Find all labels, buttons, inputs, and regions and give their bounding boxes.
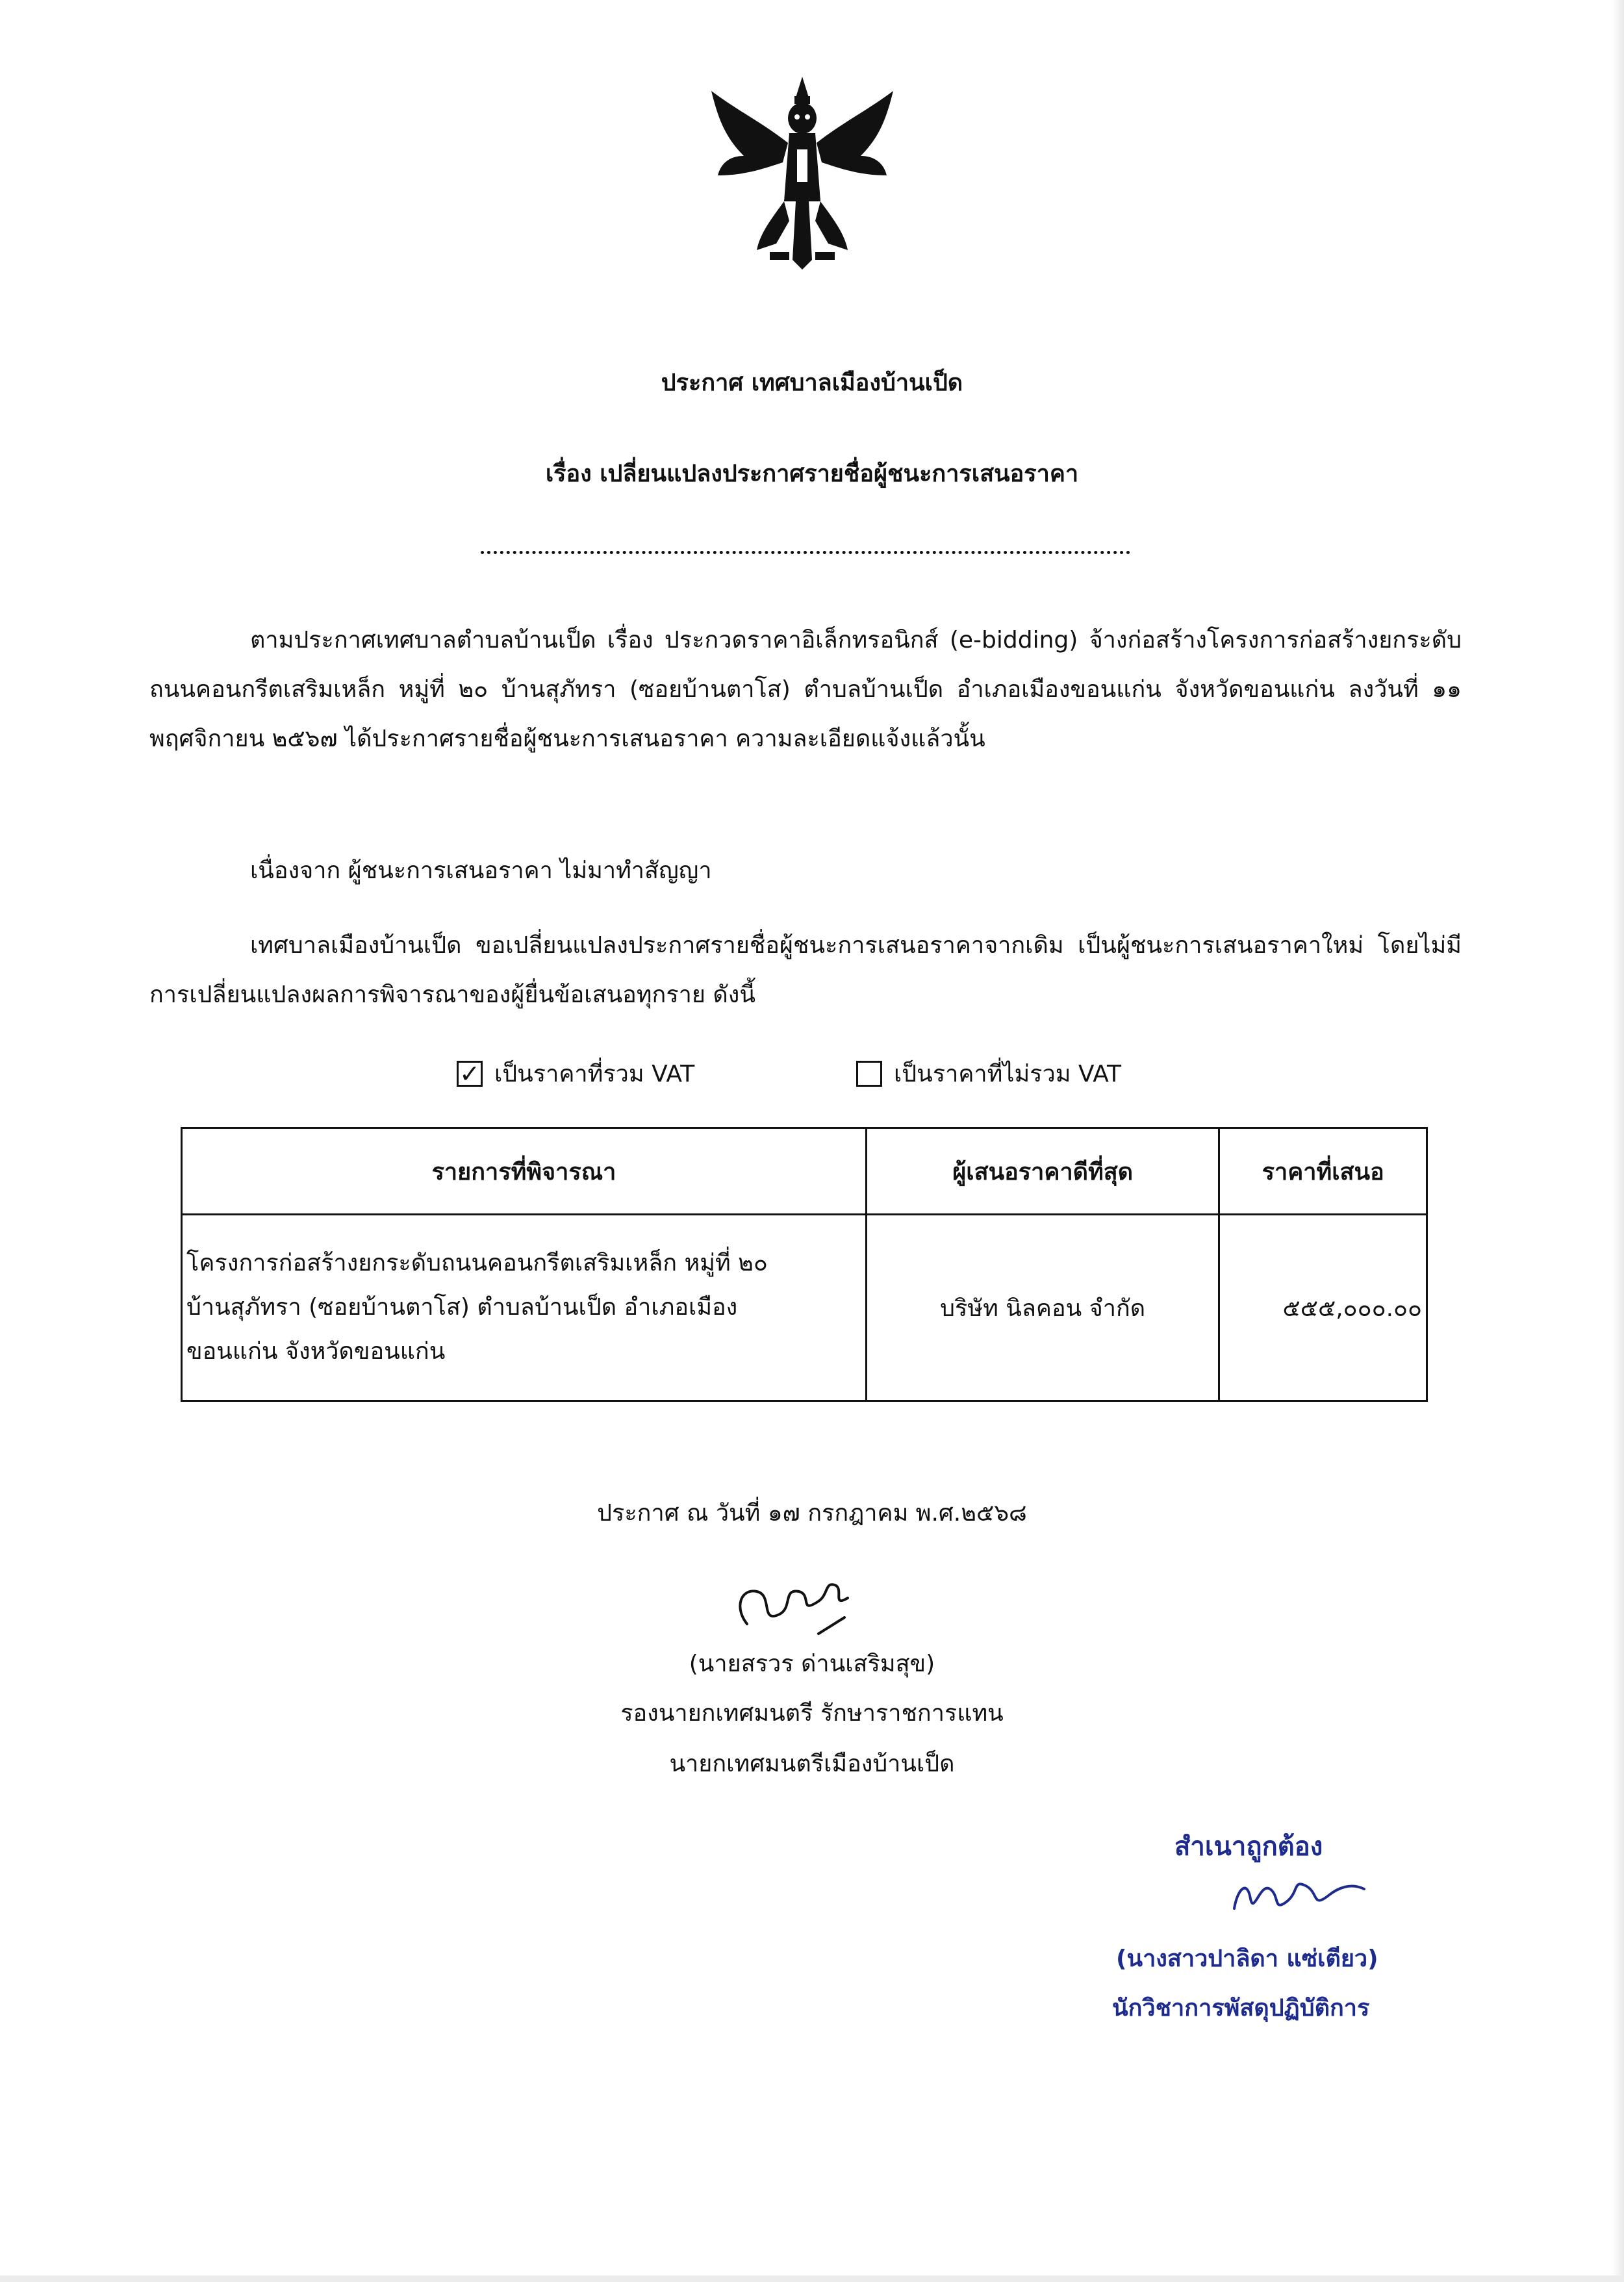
cell-bidder: บริษัท นิลคอน จำกัด [866,1215,1219,1401]
scan-edge-bottom [0,2276,1624,2282]
signer-name: (นายสรวร ด่านเสริมสุข) [689,1651,935,1677]
vat-exclude-label: เป็นราคาที่ไม่รวม VAT [894,1061,1122,1087]
checkbox-empty-icon [856,1061,882,1087]
checkbox-checked-icon: ✓ [457,1061,483,1087]
garuda-emblem [698,71,906,279]
signature-certifier [1221,1863,1377,1921]
header-bidder: ผู้เสนอราคาดีที่สุด [866,1128,1219,1215]
item-line-3: ขอนแก่น จังหวัดขอนแก่น [186,1338,446,1365]
signature-mayor [721,1562,864,1647]
header-item: รายการที่พิจารณา [182,1128,867,1215]
vat-exclude-option [856,1055,1121,1092]
scan-edge-right [1612,0,1624,2282]
signer-office: นายกเทศมนตรีเมืองบ้านเป็ด [669,1751,955,1777]
item-line-2: บ้านสุภัทรา (ซอยบ้านตาโส) ตำบลบ้านเป็ด อำเภอเมือง [186,1294,738,1321]
vat-include-option [457,1055,694,1092]
certified-copy-stamp: สำเนาถูกต้อง [1174,1832,1323,1862]
paragraph-change: เทศบาลเมืองบ้านเป็ด ขอเปลี่ยนแปลงประกาศรายชื่อผู้ชนะการเสนอราคาจากเดิม เป็นผู้ชนะการเสนอราคาใหม่ โดยไม่มีการเปลี่ยนแปลงผลการพิจารณาของผู้ยื่นข้อเสนอทุกราย ดังนี้ [149,932,1462,1008]
cell-item [182,1215,867,1401]
subject-line: เรื่อง เปลี่ยนแปลงประกาศรายชื่อผู้ชนะการเสนอราคา [545,461,1079,487]
item-line-1: โครงการก่อสร้างยกระดับถนนคอนกรีตเสริมเหล็ก หมู่ที่ ๒๐ [186,1250,768,1276]
vat-include-label: เป็นราคาที่รวม VAT [494,1061,695,1087]
cell-price: ๕๕๕,๐๐๐.๐๐ [1219,1215,1427,1401]
signer-title: รองนายกเทศมนตรี รักษาราชการแทน [620,1700,1004,1727]
certifier-name: (นางสาวปาลิดา แซ่เตียว) [1116,1946,1378,1972]
certifier-position: นักวิชาการพัสดุปฏิบัติการ [1112,1995,1370,2022]
page-title: ประกาศ เทศบาลเมืองบ้านเป็ด [661,370,963,396]
announce-date: ประกาศ ณ วันที่ ๑๗ กรกฎาคม พ.ศ.๒๕๖๘ [597,1500,1027,1527]
paragraph-reference: ตามประกาศเทศบาลตำบลบ้านเป็ด เรื่อง ประกวดราคาอิเล็กทรอนิกส์ (e-bidding) จ้างก่อสร้างโครงการก่อสร้างยกระดับถนนคอนกรีตเสริมเหล็ก หมู่ที่ ๒๐ บ้านสุภัทรา (ซอยบ้านตาโส) ตำบลบ้านเป็ด อำเภอเมืองขอนแก่น จังหวัดขอนแก่น ลงวันที่ ๑๑ พฤศจิกายน ๒๕๖๗ ได้ประกาศรายชื่อผู้ชนะการเสนอราคา ความละเอียดแจ้งแล้วนั้น [149,627,1462,752]
table-row [182,1215,1427,1401]
paragraph-reason: เนื่องจาก ผู้ชนะการเสนอราคา ไม่มาทำสัญญา [250,857,712,884]
table-header-row [182,1128,1427,1215]
header-price: ราคาที่เสนอ [1219,1128,1427,1215]
award-table [181,1127,1428,1402]
dotted-divider [481,551,1130,554]
